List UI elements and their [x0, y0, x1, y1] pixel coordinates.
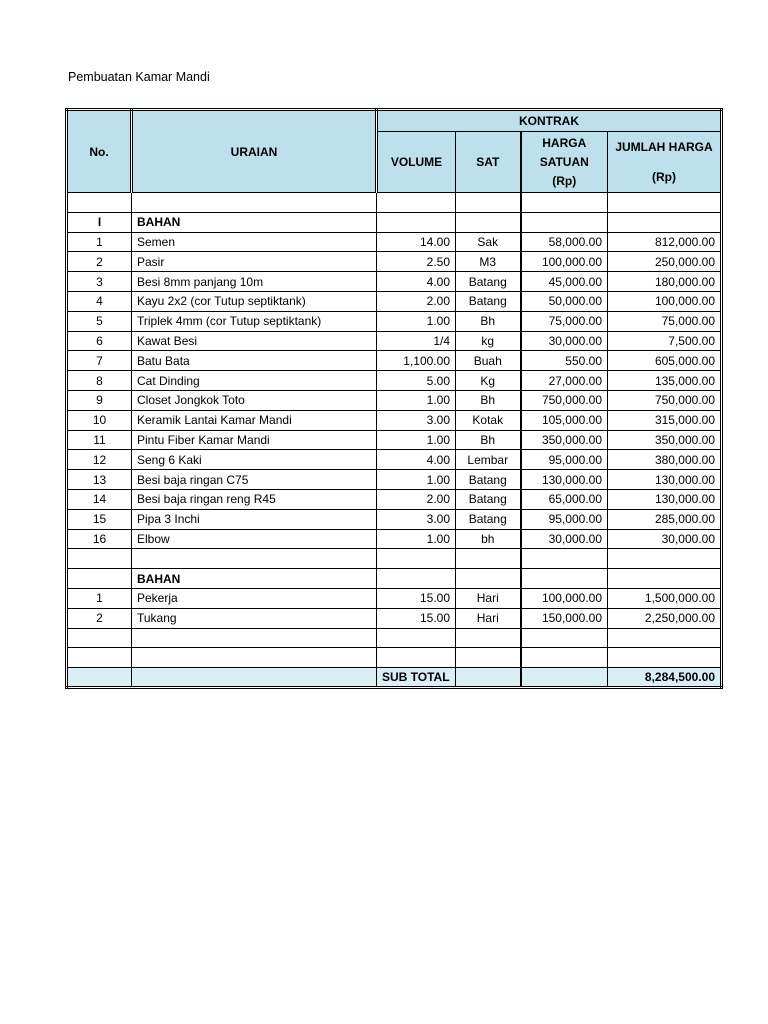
- cell-no: 1: [67, 232, 132, 252]
- cell-harga-satuan: 750,000.00: [521, 390, 608, 410]
- cell-sat: Batang: [456, 509, 521, 529]
- cell-uraian: Kayu 2x2 (cor Tutup septiktank): [132, 291, 377, 311]
- cell-jumlah-harga: 130,000.00: [608, 489, 722, 509]
- cell-uraian: Pasir: [132, 252, 377, 272]
- cell-no: 13: [67, 470, 132, 490]
- cell-jumlah-harga: 605,000.00: [608, 351, 722, 371]
- header-jumlah-line2: (Rp): [652, 170, 676, 184]
- cell-jumlah-harga: 380,000.00: [608, 450, 722, 470]
- table-row: [67, 509, 722, 529]
- cell-sat: M3: [456, 252, 521, 272]
- cell-volume: 14.00: [377, 232, 456, 252]
- cell-volume: 3.00: [377, 410, 456, 430]
- table-row-blank: [67, 193, 722, 213]
- table-row: [67, 351, 722, 371]
- table-row: [67, 430, 722, 450]
- subtotal-label: SUB TOTAL: [377, 668, 456, 688]
- subtotal-row: [67, 668, 722, 688]
- cell-harga-satuan: 95,000.00: [521, 509, 608, 529]
- cell-harga-satuan: 30,000.00: [521, 529, 608, 549]
- table-row: [67, 489, 722, 509]
- cell-jumlah-harga: 812,000.00: [608, 232, 722, 252]
- subtotal-value: 8,284,500.00: [608, 668, 722, 688]
- table-row-blank: [67, 549, 722, 569]
- cell-volume: 4.00: [377, 450, 456, 470]
- cell-volume: 1.00: [377, 529, 456, 549]
- cell-uraian: Keramik Lantai Kamar Mandi: [132, 410, 377, 430]
- cell-harga-satuan: 130,000.00: [521, 470, 608, 490]
- cell-volume: 2.00: [377, 291, 456, 311]
- cell-uraian: Besi baja ringan reng R45: [132, 489, 377, 509]
- cell-sat: Hari: [456, 588, 521, 608]
- cell-no: 8: [67, 371, 132, 391]
- cell-sat: Kg: [456, 371, 521, 391]
- table-row: [67, 291, 722, 311]
- section-no: [67, 569, 132, 589]
- cell-uraian: Besi baja ringan C75: [132, 470, 377, 490]
- cell-volume: 5.00: [377, 371, 456, 391]
- table-row: [67, 232, 722, 252]
- cell-jumlah-harga: 315,000.00: [608, 410, 722, 430]
- cell-harga-satuan: 105,000.00: [521, 410, 608, 430]
- cell-volume: 1.00: [377, 390, 456, 410]
- table-row: [67, 608, 722, 628]
- cell-no: 2: [67, 608, 132, 628]
- cell-uraian: Tukang: [132, 608, 377, 628]
- cell-jumlah-harga: 1,500,000.00: [608, 588, 722, 608]
- cell-jumlah-harga: 250,000.00: [608, 252, 722, 272]
- cell-harga-satuan: 100,000.00: [521, 588, 608, 608]
- cell-harga-satuan: 100,000.00: [521, 252, 608, 272]
- cell-uraian: Kawat Besi: [132, 331, 377, 351]
- cell-sat: Kotak: [456, 410, 521, 430]
- header-sat: SAT: [456, 132, 521, 193]
- section-row-bahan: [67, 212, 722, 232]
- cell-no: 6: [67, 331, 132, 351]
- table-row: [67, 272, 722, 292]
- cell-no: 12: [67, 450, 132, 470]
- cell-no: 1: [67, 588, 132, 608]
- cell-volume: 2.50: [377, 252, 456, 272]
- cell-volume: 3.00: [377, 509, 456, 529]
- cell-harga-satuan: 550.00: [521, 351, 608, 371]
- table-row: [67, 529, 722, 549]
- section-label: BAHAN: [132, 569, 377, 589]
- cell-harga-satuan: 50,000.00: [521, 291, 608, 311]
- cell-no: 7: [67, 351, 132, 371]
- cell-sat: Bh: [456, 311, 521, 331]
- cell-sat: Sak: [456, 232, 521, 252]
- cell-jumlah-harga: 7,500.00: [608, 331, 722, 351]
- section-row-bahan: [67, 569, 722, 589]
- cell-harga-satuan: 65,000.00: [521, 489, 608, 509]
- cell-no: 5: [67, 311, 132, 331]
- cell-sat: Buah: [456, 351, 521, 371]
- cell-volume: 2.00: [377, 489, 456, 509]
- cell-sat: Bh: [456, 430, 521, 450]
- table-row: [67, 311, 722, 331]
- cell-jumlah-harga: 135,000.00: [608, 371, 722, 391]
- cell-harga-satuan: 150,000.00: [521, 608, 608, 628]
- cell-no: 9: [67, 390, 132, 410]
- header-jumlah-line1: JUMLAH HARGA: [615, 140, 713, 154]
- header-harga-line2: SATUAN: [539, 154, 589, 169]
- header-volume: VOLUME: [377, 132, 456, 193]
- cell-uraian: Pekerja: [132, 588, 377, 608]
- table-row-blank: [67, 628, 722, 648]
- cell-volume: 4.00: [377, 272, 456, 292]
- cell-harga-satuan: 75,000.00: [521, 311, 608, 331]
- cell-no: 14: [67, 489, 132, 509]
- cell-harga-satuan: 350,000.00: [521, 430, 608, 450]
- table-row: [67, 588, 722, 608]
- cell-jumlah-harga: 350,000.00: [608, 430, 722, 450]
- cell-uraian: Besi 8mm panjang 10m: [132, 272, 377, 292]
- cell-jumlah-harga: 30,000.00: [608, 529, 722, 549]
- cell-uraian: Seng 6 Kaki: [132, 450, 377, 470]
- table-row: [67, 450, 722, 470]
- cell-sat: Batang: [456, 470, 521, 490]
- cell-sat: Batang: [456, 272, 521, 292]
- cell-sat: Hari: [456, 608, 521, 628]
- cell-uraian: Triplek 4mm (cor Tutup septiktank): [132, 311, 377, 331]
- cell-no: 3: [67, 272, 132, 292]
- cell-jumlah-harga: 100,000.00: [608, 291, 722, 311]
- cell-sat: bh: [456, 529, 521, 549]
- cell-jumlah-harga: 285,000.00: [608, 509, 722, 529]
- cell-jumlah-harga: 2,250,000.00: [608, 608, 722, 628]
- cell-no: 2: [67, 252, 132, 272]
- cell-harga-satuan: 45,000.00: [521, 272, 608, 292]
- cell-volume: 1.00: [377, 430, 456, 450]
- cell-no: 10: [67, 410, 132, 430]
- cell-no: 4: [67, 291, 132, 311]
- cell-uraian: Closet Jongkok Toto: [132, 390, 377, 410]
- cost-estimate-table: [65, 108, 723, 689]
- cell-no: 11: [67, 430, 132, 450]
- cell-jumlah-harga: 180,000.00: [608, 272, 722, 292]
- table-row: [67, 331, 722, 351]
- table-row: [67, 252, 722, 272]
- cell-uraian: Elbow: [132, 529, 377, 549]
- cell-no: 15: [67, 509, 132, 529]
- document-title: Pembuatan Kamar Mandi: [68, 70, 210, 84]
- header-no: No.: [67, 110, 132, 193]
- cell-harga-satuan: 58,000.00: [521, 232, 608, 252]
- cell-volume: 1.00: [377, 470, 456, 490]
- cell-uraian: Pintu Fiber Kamar Mandi: [132, 430, 377, 450]
- cell-jumlah-harga: 130,000.00: [608, 470, 722, 490]
- cell-sat: Batang: [456, 291, 521, 311]
- table-row-blank: [67, 648, 722, 668]
- section-label: BAHAN: [132, 212, 377, 232]
- cell-uraian: Semen: [132, 232, 377, 252]
- cell-volume: 1,100.00: [377, 351, 456, 371]
- header-harga-line1: HARGA: [542, 135, 587, 150]
- cell-harga-satuan: 27,000.00: [521, 371, 608, 391]
- cell-uraian: Batu Bata: [132, 351, 377, 371]
- header-harga-satuan: [521, 132, 608, 193]
- cell-no: 16: [67, 529, 132, 549]
- cell-sat: Batang: [456, 489, 521, 509]
- table-row: [67, 390, 722, 410]
- cell-jumlah-harga: 750,000.00: [608, 390, 722, 410]
- header-uraian: URAIAN: [132, 110, 377, 193]
- cell-uraian: Cat Dinding: [132, 371, 377, 391]
- table-row: [67, 371, 722, 391]
- cell-jumlah-harga: 75,000.00: [608, 311, 722, 331]
- cell-uraian: Pipa 3 Inchi: [132, 509, 377, 529]
- cell-sat: Bh: [456, 390, 521, 410]
- cell-volume: 1/4: [377, 331, 456, 351]
- cell-volume: 15.00: [377, 608, 456, 628]
- table-row: [67, 410, 722, 430]
- section-no: I: [67, 212, 132, 232]
- cell-sat: Lembar: [456, 450, 521, 470]
- table-row: [67, 470, 722, 490]
- header-jumlah-harga: [608, 132, 722, 193]
- header-harga-line3: (Rp): [552, 173, 577, 188]
- cell-volume: 15.00: [377, 588, 456, 608]
- header-kontrak: KONTRAK: [377, 110, 722, 132]
- cell-volume: 1.00: [377, 311, 456, 331]
- cell-harga-satuan: 30,000.00: [521, 331, 608, 351]
- cell-harga-satuan: 95,000.00: [521, 450, 608, 470]
- cell-sat: kg: [456, 331, 521, 351]
